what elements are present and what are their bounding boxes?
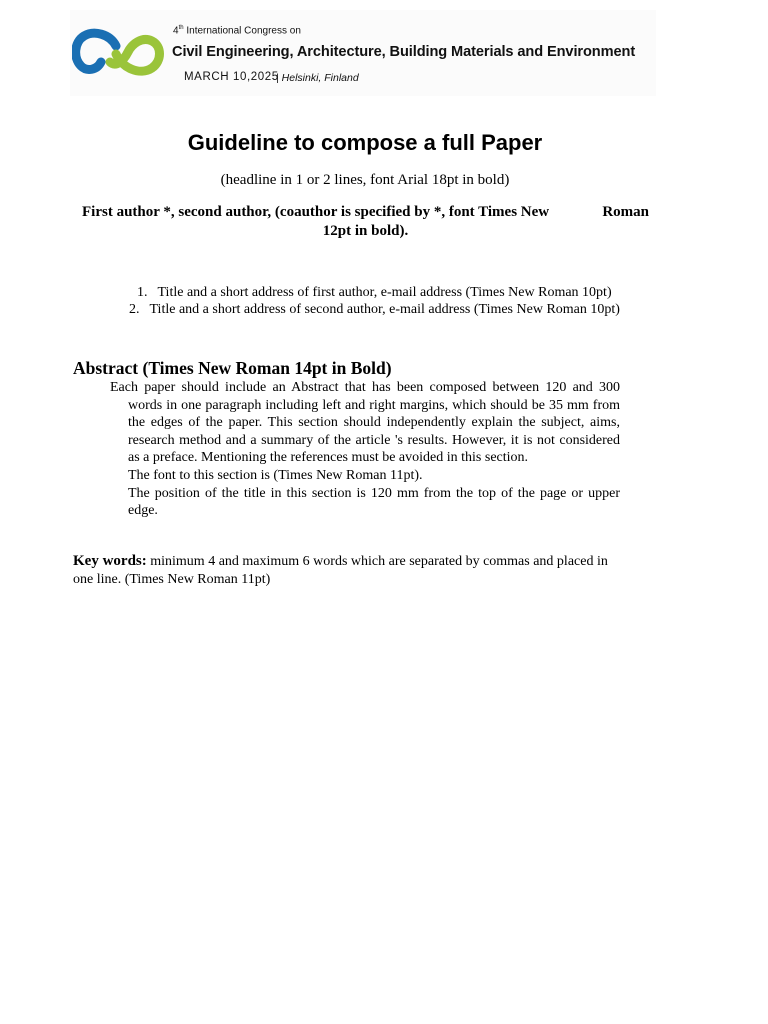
congress-date: MARCH 10,2025 [184,71,279,83]
congress-ordinal: 4th International Congress on [173,25,301,37]
authors-line [82,203,649,241]
keywords-text: minimum 4 and maximum 6 words which are separated by commas and placed in one line. (Times New Roman 11pt) [73,554,608,587]
abstract-position-note: The position of the title in this section is 120 mm from the top of the page or upper edge. [128,485,620,519]
affiliation-item: 2. Title and a short address of second author, e-mail address (Times New Roman 10pt) [129,302,620,317]
abstract-font-note: The font to this section is (Times New Roman 11pt). [128,467,423,483]
abstract-body [110,379,620,520]
authors-text-line2: 12pt in bold). [322,223,409,239]
affiliation-item: 1. Title and a short address of first author, e-mail address (Times New Roman 10pt) [137,285,612,300]
abstract-heading: Abstract (Times New Roman 14pt in Bold) [73,358,392,378]
headline-note: (headline in 1 or 2 lines, font Arial 18pt in bold) [220,172,510,188]
congress-place: | Helsinki, Finland [276,72,359,84]
paper-title: Guideline to compose a full Paper [187,130,543,155]
authors-text-end: Roman [602,204,649,220]
congress-logo [72,28,164,78]
keywords-label: Key words: [73,553,147,569]
congress-title: Civil Engineering, Architecture, Building Materials and Environment [172,44,636,60]
abstract-paragraph: Each paper should include an Abstract that has been composed between 120 and 300 words in one paragraph including left and right margins, which should be 35 mm from the edges of the paper. This section should independently explain the subject, aims, research method and a summary of the article 's results. However, it is not considered as a preface. Mentioning the references must be avoided in this section. [110,380,620,466]
keywords [73,552,621,589]
authors-text: First author *, second author, (coauthor is specified by *, font Times New [82,204,550,220]
